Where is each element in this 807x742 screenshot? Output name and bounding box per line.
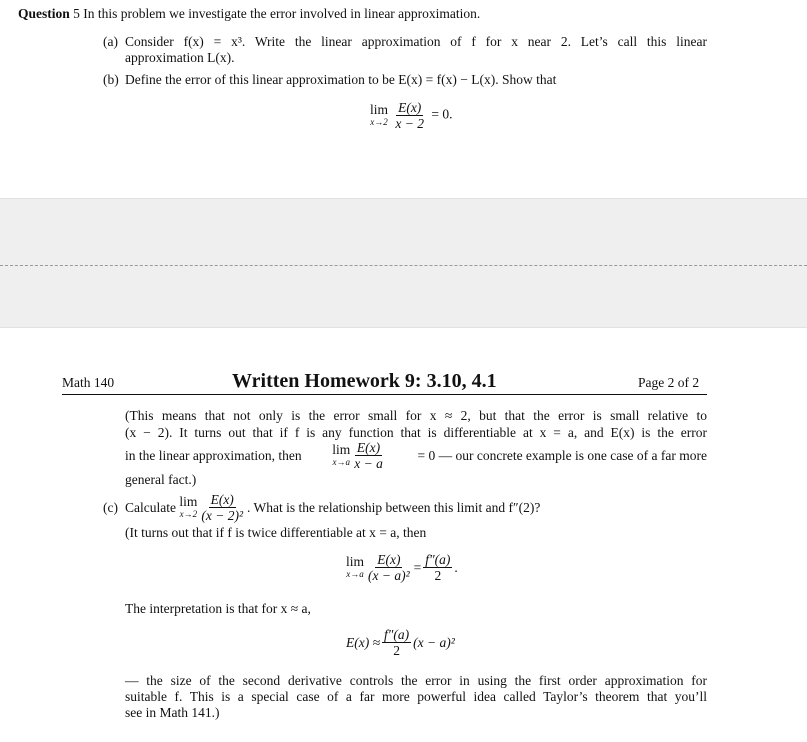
cont-line4: general fact.) bbox=[125, 472, 197, 487]
question-label: Question bbox=[18, 6, 70, 21]
limit-formula-b bbox=[370, 100, 453, 131]
lim-sub: x→2 bbox=[370, 116, 388, 127]
denominator: (x − 2)² bbox=[201, 508, 244, 523]
question-heading bbox=[18, 6, 480, 22]
lim: lim bbox=[332, 441, 351, 457]
lim: lim bbox=[179, 493, 198, 509]
denominator: (x − a)² bbox=[368, 568, 410, 583]
lim-sub: x→a bbox=[346, 568, 364, 579]
page-gap bbox=[0, 198, 807, 328]
question-intro: In this problem we investigate the error involved in linear approximation. bbox=[83, 6, 481, 21]
interpretation: The interpretation is that for x ≈ a, bbox=[125, 601, 311, 616]
part-b-marker: (b) bbox=[103, 72, 119, 87]
closing-line3: see in Math 141.) bbox=[125, 705, 220, 720]
numerator: E(x) bbox=[398, 100, 422, 115]
denominator: 2 bbox=[434, 568, 442, 583]
approx-formula bbox=[346, 627, 455, 658]
denominator: x − a bbox=[354, 456, 383, 471]
part-a-line1: Consider f(x) = x³. Write the linear approximation of f for x near 2. Let’s call this linear bbox=[125, 34, 707, 49]
page-break-line bbox=[0, 265, 807, 266]
period: . bbox=[454, 559, 458, 575]
closing-line1: — the size of the second derivative controls the error in using the first order approximation for bbox=[125, 673, 707, 688]
lim-sub: x→a bbox=[332, 456, 350, 467]
course-label: Math 140 bbox=[62, 375, 115, 390]
cont-line2: (x − 2). It turns out that if f is any function that is differentiable at x = a, and E(x) is the error bbox=[125, 425, 707, 440]
lim: lim bbox=[370, 101, 389, 117]
question-number: 5 bbox=[73, 6, 80, 21]
equals: = bbox=[413, 559, 422, 575]
rhs: = 0. bbox=[431, 106, 453, 122]
part-c-marker: (c) bbox=[103, 500, 118, 515]
lim: lim bbox=[346, 553, 365, 569]
page-number: Page 2 of 2 bbox=[638, 375, 700, 390]
part-c-line2: (It turns out that if f is twice differentiable at x = a, then bbox=[125, 525, 427, 540]
calc-label: Calculate bbox=[125, 499, 176, 515]
denominator: x − 2 bbox=[395, 116, 424, 131]
limit-formula-c bbox=[346, 552, 458, 583]
numerator: f″(a) bbox=[384, 627, 410, 642]
closing-line2: suitable f. This is a special case of a far more powerful idea called Taylor’s theorem that you’ll bbox=[125, 689, 707, 704]
cont-line1: (This means that not only is the error small for x ≈ 2, but that the error is small relative to bbox=[125, 408, 707, 423]
numerator: E(x) bbox=[356, 440, 381, 455]
numerator: E(x) bbox=[210, 492, 234, 507]
header-rule bbox=[62, 394, 707, 395]
cont-line3a: in the linear approximation, then bbox=[125, 447, 302, 463]
part-b-line1: Define the error of this linear approximation to be E(x) = f(x) − L(x). Show that bbox=[125, 72, 557, 87]
numerator: E(x) bbox=[377, 552, 401, 567]
cont-line3b: = 0 — our concrete example is one case of a far more bbox=[417, 447, 707, 463]
numerator: f″(a) bbox=[425, 552, 451, 567]
page-title: Written Homework 9: 3.10, 4.1 bbox=[232, 370, 497, 392]
part-c-line1 bbox=[125, 492, 540, 523]
part-a-line2: approximation L(x). bbox=[125, 50, 235, 65]
part-a-marker: (a) bbox=[103, 34, 118, 49]
denominator: 2 bbox=[393, 643, 400, 658]
rhs: (x − a)² bbox=[413, 634, 455, 650]
lim-sub: x→2 bbox=[179, 508, 198, 519]
cont-line3 bbox=[125, 440, 707, 471]
lhs: E(x) ≈ bbox=[346, 634, 381, 650]
calc-question: . What is the relationship between this limit and f″(2)? bbox=[247, 499, 541, 515]
